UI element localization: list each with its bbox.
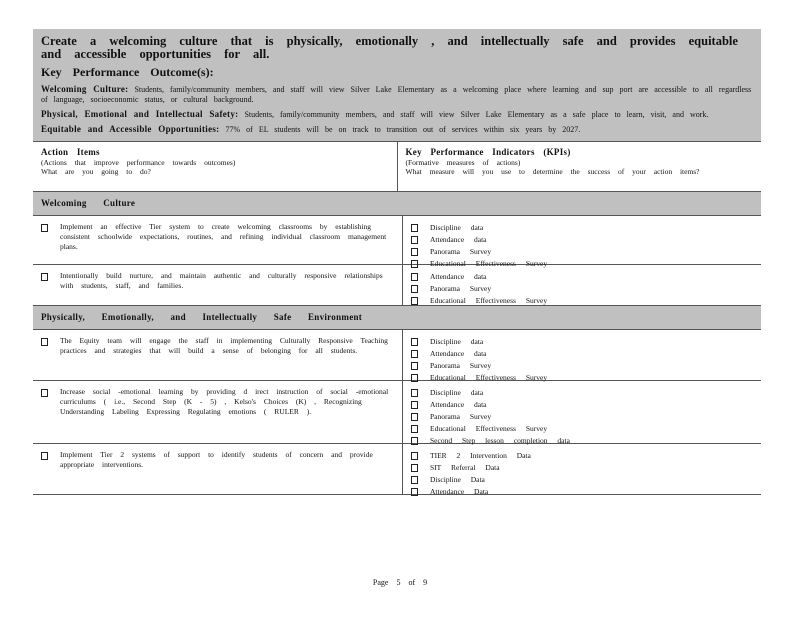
outcome-text: Students, family/community members, and staff will view Silver Lake Elementary as a safe place to learn, visit, and work. <box>244 110 709 119</box>
kpi-cell <box>402 330 761 380</box>
kpi-item: Attendance Data <box>430 486 489 496</box>
kpi-item: Educational Effectiveness Survey <box>430 423 548 433</box>
kpi-item: Attendance data <box>430 348 487 358</box>
checkbox-icon <box>411 488 418 496</box>
table-row <box>33 216 761 268</box>
checkbox-icon <box>411 401 418 409</box>
goal-statement: Create a welcoming culture that is physically, emotionally , and intellectually safe and provides equitable and accessible opportunities for all. <box>41 34 738 61</box>
kpi-item: Panorama Survey <box>430 283 492 293</box>
kpi-title: Key Performance Indicators (KPIs) <box>405 147 571 157</box>
action-text: Increase social -emotional learning by providing d irect instruction of social -emotional curriculums ( i.e., Second Step (K - 5) , Kelso's Choices (K) , Recognizing Understanding Labeling Expressing Regulating emotions ( RULER ). <box>60 386 389 416</box>
checkbox-icon <box>411 413 418 421</box>
kpi-item: Second Step lesson completion data <box>430 435 570 445</box>
outcome-label: Physical, Emotional and Intellectual Safety: <box>41 109 239 119</box>
checkbox-icon <box>41 389 48 397</box>
outcome-label: Equitable and Accessible Opportunities: <box>41 124 220 134</box>
section-safe-environment: Physically, Emotionally, and Intellectually Safe Environment <box>33 306 761 330</box>
outcome-text: 77% of EL students will be on track to transition out of services within six years by 2027. <box>225 125 581 134</box>
action-text: Intentionally build nurture, and maintain authentic and culturally responsive relationships with students, staff, and families. <box>60 270 383 290</box>
checkbox-icon <box>411 464 418 472</box>
kpi-item: Discipline data <box>430 336 484 346</box>
checkbox-icon <box>411 476 418 484</box>
kpi-item: Attendance data <box>430 234 487 244</box>
kpi-item: TIER 2 Intervention Data <box>430 450 531 460</box>
checkbox-icon <box>411 350 418 358</box>
kpi-item: Educational Effectiveness Survey <box>430 295 548 305</box>
kpi-cell <box>402 381 761 443</box>
table-row <box>33 330 761 381</box>
action-cell <box>33 381 402 443</box>
kpi-cell <box>402 444 761 494</box>
page-number: Page 5 of 9 <box>372 578 428 587</box>
checkbox-icon <box>41 452 48 460</box>
action-items-title: Action Items <box>41 147 100 157</box>
column-headers <box>33 142 761 192</box>
outcome-welcoming <box>41 84 753 105</box>
checkbox-icon <box>411 425 418 433</box>
action-text: The Equity team will engage the staff in implementing Culturally Responsive Teaching practices and strategies that will build a sense of belonging for all students. <box>60 335 388 355</box>
kpi-item: Attendance data <box>430 399 487 409</box>
kpi-item: Attendance data <box>430 271 487 281</box>
kpi-item: Discipline data <box>430 222 484 232</box>
checkbox-icon <box>411 224 418 232</box>
checkbox-icon <box>411 389 418 397</box>
kpi-item: Discipline Data <box>430 474 485 484</box>
table-row <box>33 381 761 444</box>
kpi-item: SIT Referral Data <box>430 462 500 472</box>
kpo-title: Key Performance Outcome(s): <box>41 65 214 79</box>
outcome-equitable <box>41 124 753 135</box>
action-items-sub2: What are you going to do? <box>41 167 151 176</box>
table-row <box>33 265 761 306</box>
action-cell <box>33 330 402 380</box>
kpi-cell <box>402 265 761 305</box>
action-text: Implement Tier 2 systems of support to identify students of concern and provide appropriate interventions. <box>60 449 373 469</box>
action-cell <box>33 216 402 264</box>
kpi-item: Panorama Survey <box>430 246 492 256</box>
document-page <box>33 29 761 495</box>
checkbox-icon <box>411 338 418 346</box>
checkbox-icon <box>41 273 48 281</box>
kpi-item: Panorama Survey <box>430 360 492 370</box>
checkbox-icon <box>411 285 418 293</box>
checkbox-icon <box>41 338 48 346</box>
outcome-label: Welcoming Culture: <box>41 84 129 94</box>
goal-header <box>33 29 761 142</box>
section-welcoming-culture: Welcoming Culture <box>33 192 761 216</box>
checkbox-icon <box>411 362 418 370</box>
checkbox-icon <box>411 273 418 281</box>
kpi-sub2: What measure will you use to determine the success of your action items? <box>405 167 700 176</box>
action-items-header <box>33 142 397 191</box>
kpi-item: Discipline data <box>430 387 484 397</box>
kpi-item: Panorama Survey <box>430 411 492 421</box>
action-text: Implement an effective Tier system to create welcoming classrooms by establishing consistent schoolwide expectations, routines, and refining individual classroom management plans. <box>60 221 387 251</box>
checkbox-icon <box>411 297 418 305</box>
action-cell <box>33 444 402 494</box>
kpi-sub1: (Formative measures of actions) <box>405 157 521 167</box>
outcome-safety <box>41 109 753 120</box>
table-row <box>33 444 761 495</box>
checkbox-icon <box>411 236 418 244</box>
checkbox-icon <box>411 248 418 256</box>
outcome-text: Students, family/community members, and staff will view Silver Lake Elementary as a welcoming place where learning and sup port are accessible to all regardless of language, socioeconomic status, or cultural background. <box>41 85 752 104</box>
action-cell <box>33 265 402 305</box>
kpi-cell <box>402 216 761 268</box>
kpi-item: Educational Effectiveness Survey <box>430 258 548 268</box>
kpi-header <box>397 142 762 191</box>
action-items-sub1: (Actions that improve performance towards outcomes) <box>41 157 236 167</box>
kpi-item: Educational Effectiveness Survey <box>430 372 548 382</box>
checkbox-icon <box>41 224 48 232</box>
checkbox-icon <box>411 452 418 460</box>
